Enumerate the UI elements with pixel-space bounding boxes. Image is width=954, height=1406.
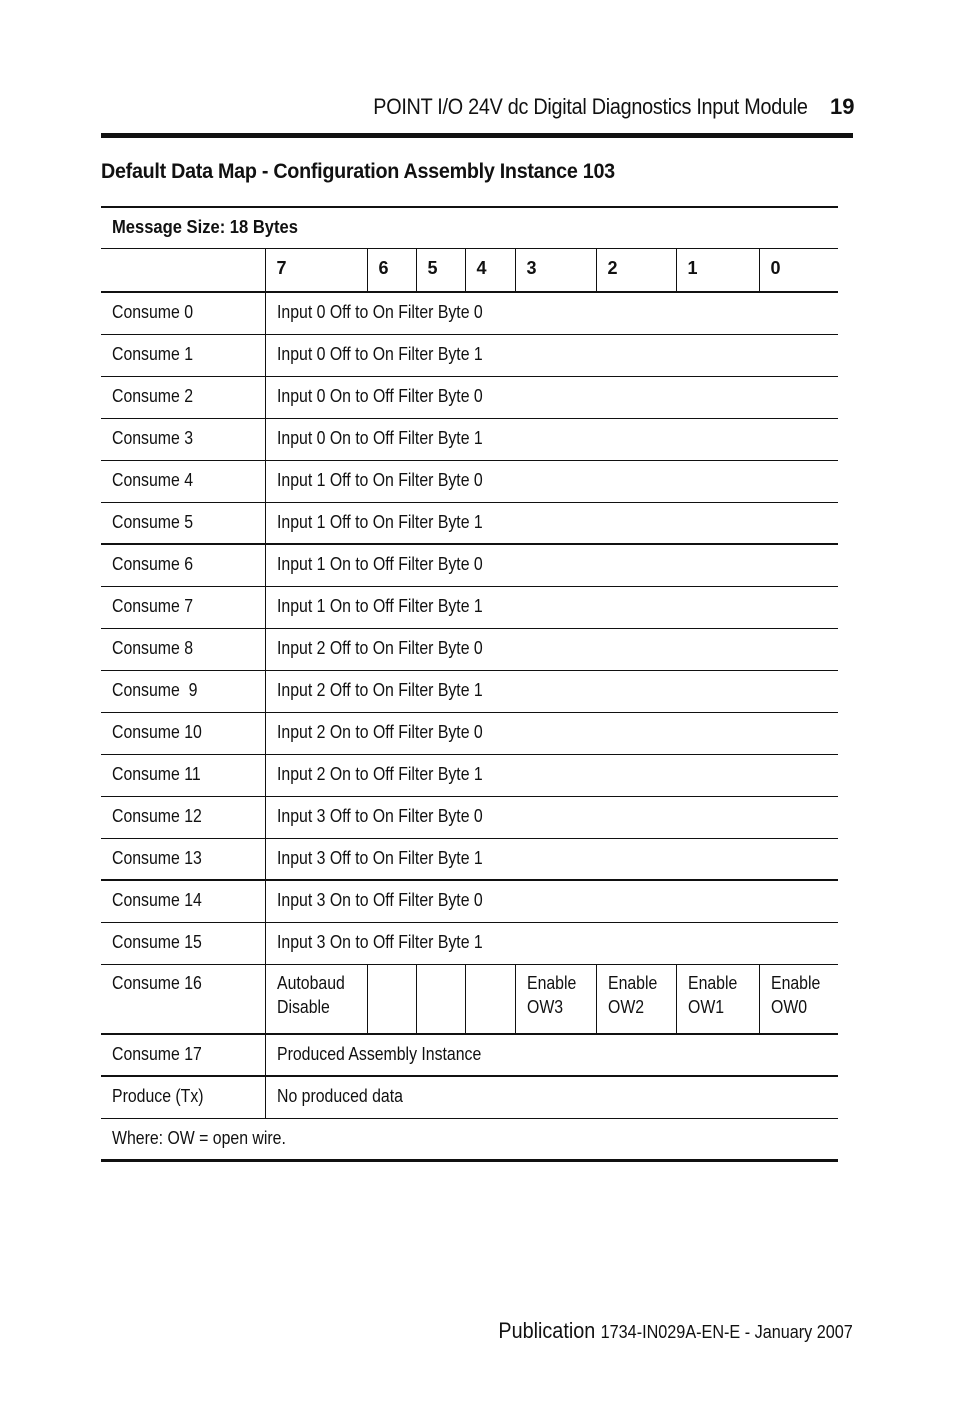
table-row xyxy=(101,754,838,796)
table-row xyxy=(101,544,838,586)
header-empty-cell xyxy=(101,248,265,292)
footer-label: Publication xyxy=(498,1318,596,1343)
footer-publication: 1734-IN029A-EN-E - January 2007 xyxy=(600,1322,853,1342)
row-value: Input 1 On to Off Filter Byte 0 xyxy=(265,544,838,586)
bit-header-row xyxy=(101,248,838,292)
row-label: Consume 1 xyxy=(101,334,265,376)
row-value: Input 2 On to Off Filter Byte 0 xyxy=(265,712,838,754)
header-rule xyxy=(101,133,853,138)
message-size-row xyxy=(101,207,838,248)
row-value: Input 0 Off to On Filter Byte 1 xyxy=(265,334,838,376)
table-row xyxy=(101,922,838,964)
consume-17-row xyxy=(101,1034,838,1076)
row-value: Input 0 On to Off Filter Byte 0 xyxy=(265,376,838,418)
row-label: Consume 13 xyxy=(101,838,265,880)
bit6-empty xyxy=(367,964,416,1034)
row-value: Input 2 On to Off Filter Byte 1 xyxy=(265,754,838,796)
table-row xyxy=(101,670,838,712)
row-label: Consume 14 xyxy=(101,880,265,922)
row-label: Consume 0 xyxy=(101,292,265,334)
section-title: Default Data Map - Configuration Assembly Instance 103 xyxy=(101,160,615,183)
header-title: POINT I/O 24V dc Digital Diagnostics Input Module xyxy=(373,94,808,119)
row-label: Consume 4 xyxy=(101,460,265,502)
row-label: Consume 17 xyxy=(101,1034,265,1076)
note-row xyxy=(101,1118,838,1160)
row-value: Input 3 Off to On Filter Byte 0 xyxy=(265,796,838,838)
row-label: Consume 9 xyxy=(101,670,265,712)
row-value: Input 0 Off to On Filter Byte 0 xyxy=(265,292,838,334)
row-value: Input 2 Off to On Filter Byte 1 xyxy=(265,670,838,712)
row-label: Consume 15 xyxy=(101,922,265,964)
table-row xyxy=(101,712,838,754)
table-row xyxy=(101,292,838,334)
message-size: Message Size: 18 Bytes xyxy=(101,207,838,248)
bit-header-0: 0 xyxy=(759,248,838,292)
bit-header-2: 2 xyxy=(596,248,676,292)
bit1-enable-ow1: Enable OW1 xyxy=(676,964,759,1034)
table-row xyxy=(101,628,838,670)
bit-header-6: 6 xyxy=(367,248,416,292)
bit-header-5: 5 xyxy=(416,248,465,292)
bit-header-7: 7 xyxy=(265,248,367,292)
produce-row xyxy=(101,1076,838,1118)
row-label: Consume 7 xyxy=(101,586,265,628)
row-value: Input 2 Off to On Filter Byte 0 xyxy=(265,628,838,670)
row-label: Consume 5 xyxy=(101,502,265,544)
bit-header-1: 1 xyxy=(676,248,759,292)
table-row xyxy=(101,796,838,838)
row-label: Consume 2 xyxy=(101,376,265,418)
row-value: Input 3 On to Off Filter Byte 0 xyxy=(265,880,838,922)
row-value: Input 1 On to Off Filter Byte 1 xyxy=(265,586,838,628)
table-row xyxy=(101,502,838,544)
bit5-empty xyxy=(416,964,465,1034)
consume-16-row xyxy=(101,964,838,1034)
bit4-empty xyxy=(465,964,515,1034)
row-value: Input 1 Off to On Filter Byte 0 xyxy=(265,460,838,502)
page-number: 19 xyxy=(830,94,855,119)
bit-header-4: 4 xyxy=(465,248,515,292)
row-value: Input 3 Off to On Filter Byte 1 xyxy=(265,838,838,880)
data-map-table xyxy=(101,206,838,1162)
bit-header-3: 3 xyxy=(515,248,596,292)
table-row xyxy=(101,334,838,376)
table-row xyxy=(101,418,838,460)
row-label: Consume 8 xyxy=(101,628,265,670)
footer xyxy=(459,1318,853,1344)
bit7-autobaud-disable: Autobaud Disable xyxy=(265,964,367,1034)
table-row xyxy=(101,880,838,922)
row-value: Input 1 Off to On Filter Byte 1 xyxy=(265,502,838,544)
table-note: Where: OW = open wire. xyxy=(101,1118,838,1160)
row-label: Consume 3 xyxy=(101,418,265,460)
row-value: No produced data xyxy=(265,1076,838,1118)
bit3-enable-ow3: Enable OW3 xyxy=(515,964,596,1034)
row-value: Input 0 On to Off Filter Byte 1 xyxy=(265,418,838,460)
row-label: Consume 16 xyxy=(101,964,265,1034)
row-value: Produced Assembly Instance xyxy=(265,1034,838,1076)
table-row xyxy=(101,460,838,502)
bit2-enable-ow2: Enable OW2 xyxy=(596,964,676,1034)
table-row xyxy=(101,838,838,880)
row-label: Consume 10 xyxy=(101,712,265,754)
row-label: Consume 6 xyxy=(101,544,265,586)
row-label: Consume 11 xyxy=(101,754,265,796)
table-row xyxy=(101,586,838,628)
table-row xyxy=(101,376,838,418)
row-label: Consume 12 xyxy=(101,796,265,838)
row-label: Produce (Tx) xyxy=(101,1076,265,1118)
row-value: Input 3 On to Off Filter Byte 1 xyxy=(265,922,838,964)
bit0-enable-ow0: Enable OW0 xyxy=(759,964,838,1034)
